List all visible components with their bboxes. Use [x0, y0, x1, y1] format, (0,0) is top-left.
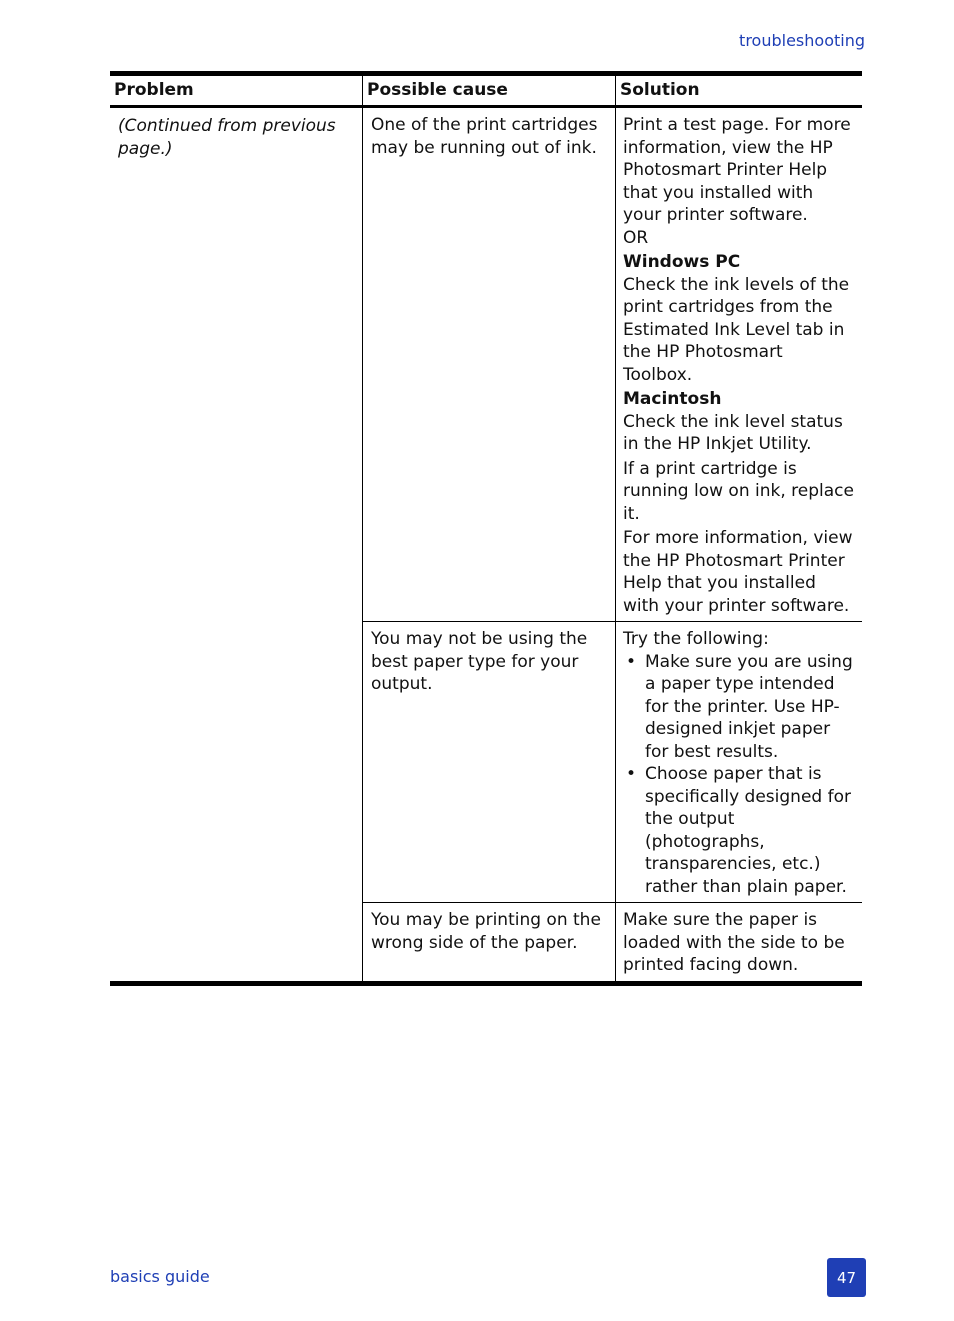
column-header-solution: Solution [615, 76, 862, 105]
table-header [110, 76, 862, 108]
column-header-problem: Problem [114, 80, 194, 100]
cause-cell: You may not be using the best paper type for your output. [362, 622, 615, 902]
cause-cell: You may be printing on the wrong side of the paper. [362, 903, 615, 981]
footer-guide-name: basics guide [110, 1267, 210, 1286]
solution-text: Check the ink levels of the print cartridges from the Estimated Ink Level tab in the HP Photosmart Toolbox. [623, 274, 850, 385]
table-body [110, 108, 862, 981]
page-number: 47 [836, 1268, 857, 1287]
column-header-cause: Possible cause [362, 76, 615, 105]
troubleshooting-table [110, 71, 862, 986]
or-text: OR [623, 227, 649, 248]
solution-intro: Try the following: [623, 629, 769, 649]
solution-cell [615, 622, 862, 902]
list-item: • Choose paper that is specifically designed for the output (photographs, transparencies, etc.) rather than plain paper. [623, 763, 856, 898]
table-row [362, 622, 862, 903]
page-number-badge [827, 1258, 866, 1297]
table-row [362, 108, 862, 622]
solution-text: For more information, view the HP Photosmart Printer Help that you installed with your printer software. [623, 528, 853, 616]
cause-solution-rows [362, 108, 862, 981]
solution-text: Make sure the paper is loaded with the side to be printed facing down. [623, 910, 845, 975]
solution-text: Print a test page. For more information, view the HP Photosmart Printer Help that you installed with your printer software. [623, 115, 851, 225]
solution-cell [615, 108, 862, 621]
solution-bullet-list [623, 651, 856, 899]
list-item: • Make sure you are using a paper type intended for the printer. Use HP-designed inkjet paper for best results. [623, 651, 856, 764]
solution-text: Check the ink level status in the HP Inkjet Utility. [623, 411, 843, 454]
running-header: troubleshooting [739, 31, 865, 50]
windows-heading: Windows PC [623, 252, 741, 272]
cause-cell: One of the print cartridges may be running out of ink. [362, 108, 615, 621]
table-row [362, 903, 862, 981]
solution-text: If a print cartridge is running low on ink, replace it. [623, 458, 854, 524]
solution-cell [615, 903, 862, 981]
problem-cell: (Continued from previous page.) [118, 116, 336, 159]
macintosh-heading: Macintosh [623, 389, 722, 409]
